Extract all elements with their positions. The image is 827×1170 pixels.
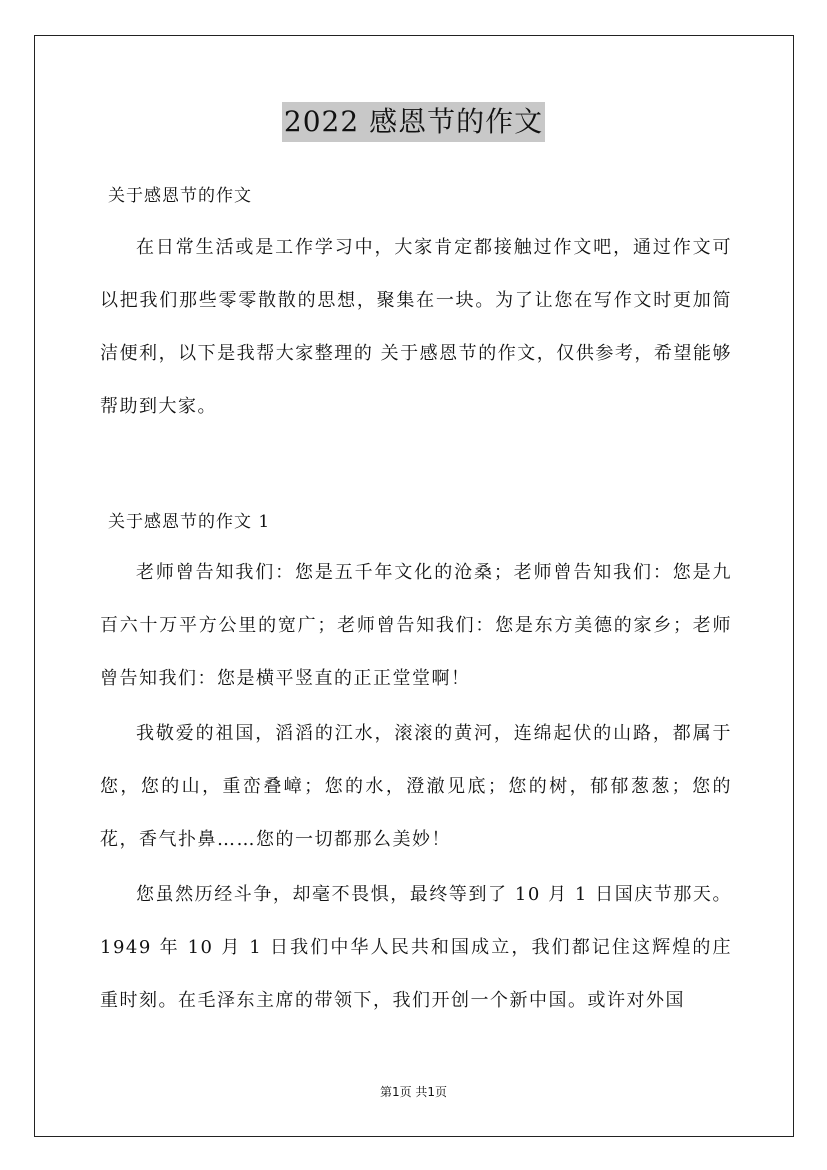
page-number: 第1页 共1页 [379,1085,448,1099]
page-footer [0,1083,827,1100]
document-title-wrap [0,102,827,142]
subheading-intro: 关于感恩节的作文 [108,186,252,206]
document-title: 2022 感恩节的作文 [282,102,545,142]
essay-paragraph-1: 老师曾告知我们：您是五千年文化的沧桑；老师曾告知我们：您是九百六十万平方公里的宽广；老师曾告知我们：您是东方美德的家乡；老师曾告知我们：您是横平竖直的正正堂堂啊！ [100,562,732,689]
subheading-essay-1: 关于感恩节的作文 1 [108,512,271,532]
essay-paragraph-3: 您虽然历经斗争，却毫不畏惧，最终等到了 10 月 1 日国庆节那天。1949 年 10 月 1 日我们中华人民共和国成立，我们都记住这辉煌的庄重时刻。在毛泽东主席的带领下，我们开创一个新中国。或许对外国 [100,884,732,1011]
intro-paragraph: 在日常生活或是工作学习中，大家肯定都接触过作文吧，通过作文可以把我们那些零零散散的思想，聚集在一块。为了让您在写作文时更加简洁便利，以下是我帮大家整理的 关于感恩节的作文，仅供参考，希望能够帮助到大家。 [100,237,732,417]
essay-paragraph-2: 我敬爱的祖国，滔滔的江水，滚滚的黄河，连绵起伏的山路，都属于您，您的山，重峦叠嶂；您的水，澄澈见底；您的树，郁郁葱葱；您的花，香气扑鼻……您的一切都那么美妙！ [100,723,732,850]
